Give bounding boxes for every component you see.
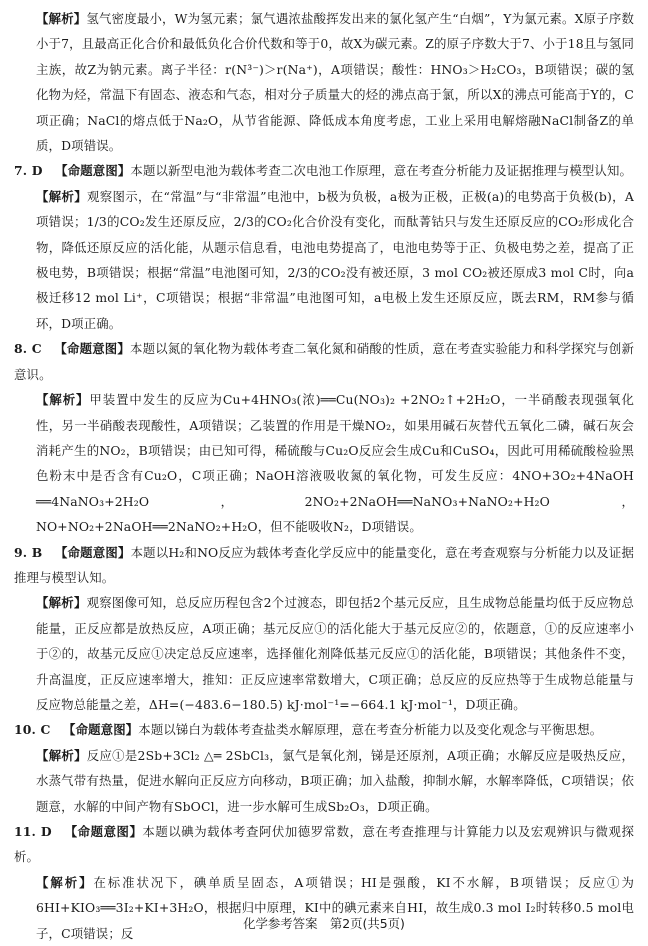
question-header	[14, 540, 634, 591]
analysis-paragraph	[14, 590, 634, 717]
paragraph-text: 在标准状况下，碘单质呈固态，A项错误；HI是强酸，KI不水解，B项错误；反应①为6HI+KIO₃══3I₂+KI+3H₂O，根据归中原理，KI中的碘元素来自HI，故生成0.3 mol I₂时转移0.5 mol电子，C项错误；反	[36, 874, 634, 941]
analysis-paragraph	[14, 387, 634, 539]
intent-label: 【命题意图】	[54, 544, 131, 560]
question-number: 8. C	[14, 341, 42, 357]
question-number: 11. D	[14, 824, 52, 839]
analysis-label: 【解析】	[36, 11, 87, 26]
paragraph-text: 本题以氮的氧化物为载体考查二氧化氮和硝酸的性质，意在考查实验能力和科学探究与创新意识。	[14, 341, 634, 382]
paragraph-text: 本题以H₂和NO反应为载体考查化学反应中的能量变化，意在考查观察与分析能力以及证据推理与模型认知。	[14, 544, 635, 585]
analysis-label: 【解析】	[36, 595, 87, 611]
paragraph-text: 观察图像可知，总反应历程包含2个过渡态，即包括2个基元反应，且生成物总能量均低于反应物总能量，正反应都是放热反应，A项正确；基元反应①的活化能大于基元反应②的，依题意，①的反应速率小于②的，故基元反应①决定总反应速率，选择催化剂降低基元反应①的活化能，B项错误；其他条件不变，升高温度，正反应速率增大，推知：正反应速率常数增大，C项正确；总反应的反应热等于生成物总能量与反应物总能量之差，ΔH=(−483.6−180.5) kJ·mol⁻¹=−664.1 kJ·mol⁻¹，D项正确。	[36, 595, 634, 712]
question-header	[14, 336, 634, 387]
question-header	[14, 717, 634, 742]
paragraph-text: 本题以锑白为载体考查盐类水解原理，意在考查分析能力以及变化观念与平衡思想。	[138, 722, 603, 738]
question-number: 7. D	[14, 163, 43, 179]
analysis-paragraph	[14, 184, 634, 336]
intent-label: 【命题意图】	[64, 824, 143, 839]
intent-label: 【命题意图】	[55, 163, 131, 179]
analysis-paragraph	[14, 6, 634, 158]
paragraph-text: 反应①是2Sb+3Cl₂ △═ 2SbCl₃，氯气是氧化剂，锑是还原剂，A项正确；水解反应是吸热反应，水蒸气带有热量，促进水解向正反应方向移动，B项正确；加入盐酸，抑制水解，水解率降低，C项错误；依题意，水解的中间产物有SbOCl，进一步水解可生成Sb₂O₃，D项正确。	[36, 747, 634, 814]
paragraph-text: 氢气密度最小，W为氢元素；氯气遇浓盐酸挥发出来的氯化氢产生“白烟”，Y为氯元素。X原子序数小于7，且最高正化合价和最低负化合价代数和等于0，故X为碳元素。Z的原子序数大于7、小于18且与氢同主族，故Z为钠元素。离子半径：r(N³⁻)＞r(Na⁺)，A项错误；酸性：HNO₃＞H₂CO₃，B项错误；碳的氢化物为烃，常温下有固态、液态和气态，相对分子质量大的烃的沸点高于氯，所以X的沸点可能高于Y的，C项正确；NaCl的熔点低于Na₂O，从节省能源、降低成本角度考虑，工业上采用电解熔融NaCl制备Z的单质，D项错误。	[36, 11, 634, 154]
paragraph-text: 甲装置中发生的反应为Cu+4HNO₃(浓)══Cu(NO₃)₂ +2NO₂↑+2H₂O，一半硝酸表现强氧化性，另一半硝酸表现酸性，A项错误；乙装置的作用是干燥NO₂，如果用碱石灰替代五氧化二磷，碱石灰会消耗产生的NO₂，B项错误；由已知可得，稀硫酸与Cu₂O反应会生成Cu和CuSO₄，因此可用稀硫酸检验黑色粉末中是否含有Cu₂O，C项正确；NaOH溶液吸收氮的氧化物，可发生反应：4NO+3O₂+4NaOH ══4NaNO₃+2H₂O，2NO₂+2NaOH══NaNO₃+NaNO₂+H₂O，NO+NO₂+2NaOH══2NaNO₂+H₂O，但不能吸收N₂，D项错误。	[36, 392, 634, 535]
question-header	[14, 158, 634, 183]
intent-label: 【命题意图】	[54, 341, 130, 357]
answer-content	[14, 6, 634, 946]
analysis-paragraph	[14, 743, 634, 819]
analysis-label: 【解析】	[36, 392, 90, 408]
analysis-label: 【解析】	[36, 747, 87, 763]
analysis-label: 【解析】	[36, 874, 94, 890]
page-footer: 化学参考答案 第2页(共5页)	[243, 916, 405, 931]
intent-label: 【命题意图】	[63, 722, 139, 738]
analysis-label: 【解析】	[36, 188, 88, 204]
paragraph-text: 本题以新型电池为载体考查二次电池工作原理，意在考查分析能力及证据推理与模型认知。	[130, 163, 633, 179]
question-number: 10. C	[14, 722, 51, 738]
question-number: 9. B	[14, 544, 43, 560]
paragraph-text: 观察图示，在“常温”与“非常温”电池中，b极为负极，a极为正极，正极(a)的电势高于负极(b)，A项错误；1/3的CO₂发生还原反应，2/3的CO₂化合价没有变化，而酞菁钴只与发生还原反应的CO₂形成化合物，降低还原反应的活化能，从题示信息看，电池电势提高了，电池电势等于正、负极电势之差，提高了正极电势，B项错误；根据“常温”电池图可知，2/3的CO₂没有被还原，3 mol CO₂被还原成3 mol C时，向a极迁移12 mol Li⁺，C项错误；根据“非常温”电池图可知，a电极上发生还原反应，既去RM，RM参与循环，D项正确。	[36, 188, 634, 331]
analysis-paragraph	[14, 870, 634, 946]
question-header	[14, 819, 634, 870]
paragraph-text: 本题以碘为载体考查阿伏加德罗常数，意在考查推理与计算能力以及宏观辨识与微观探析。	[14, 824, 634, 865]
